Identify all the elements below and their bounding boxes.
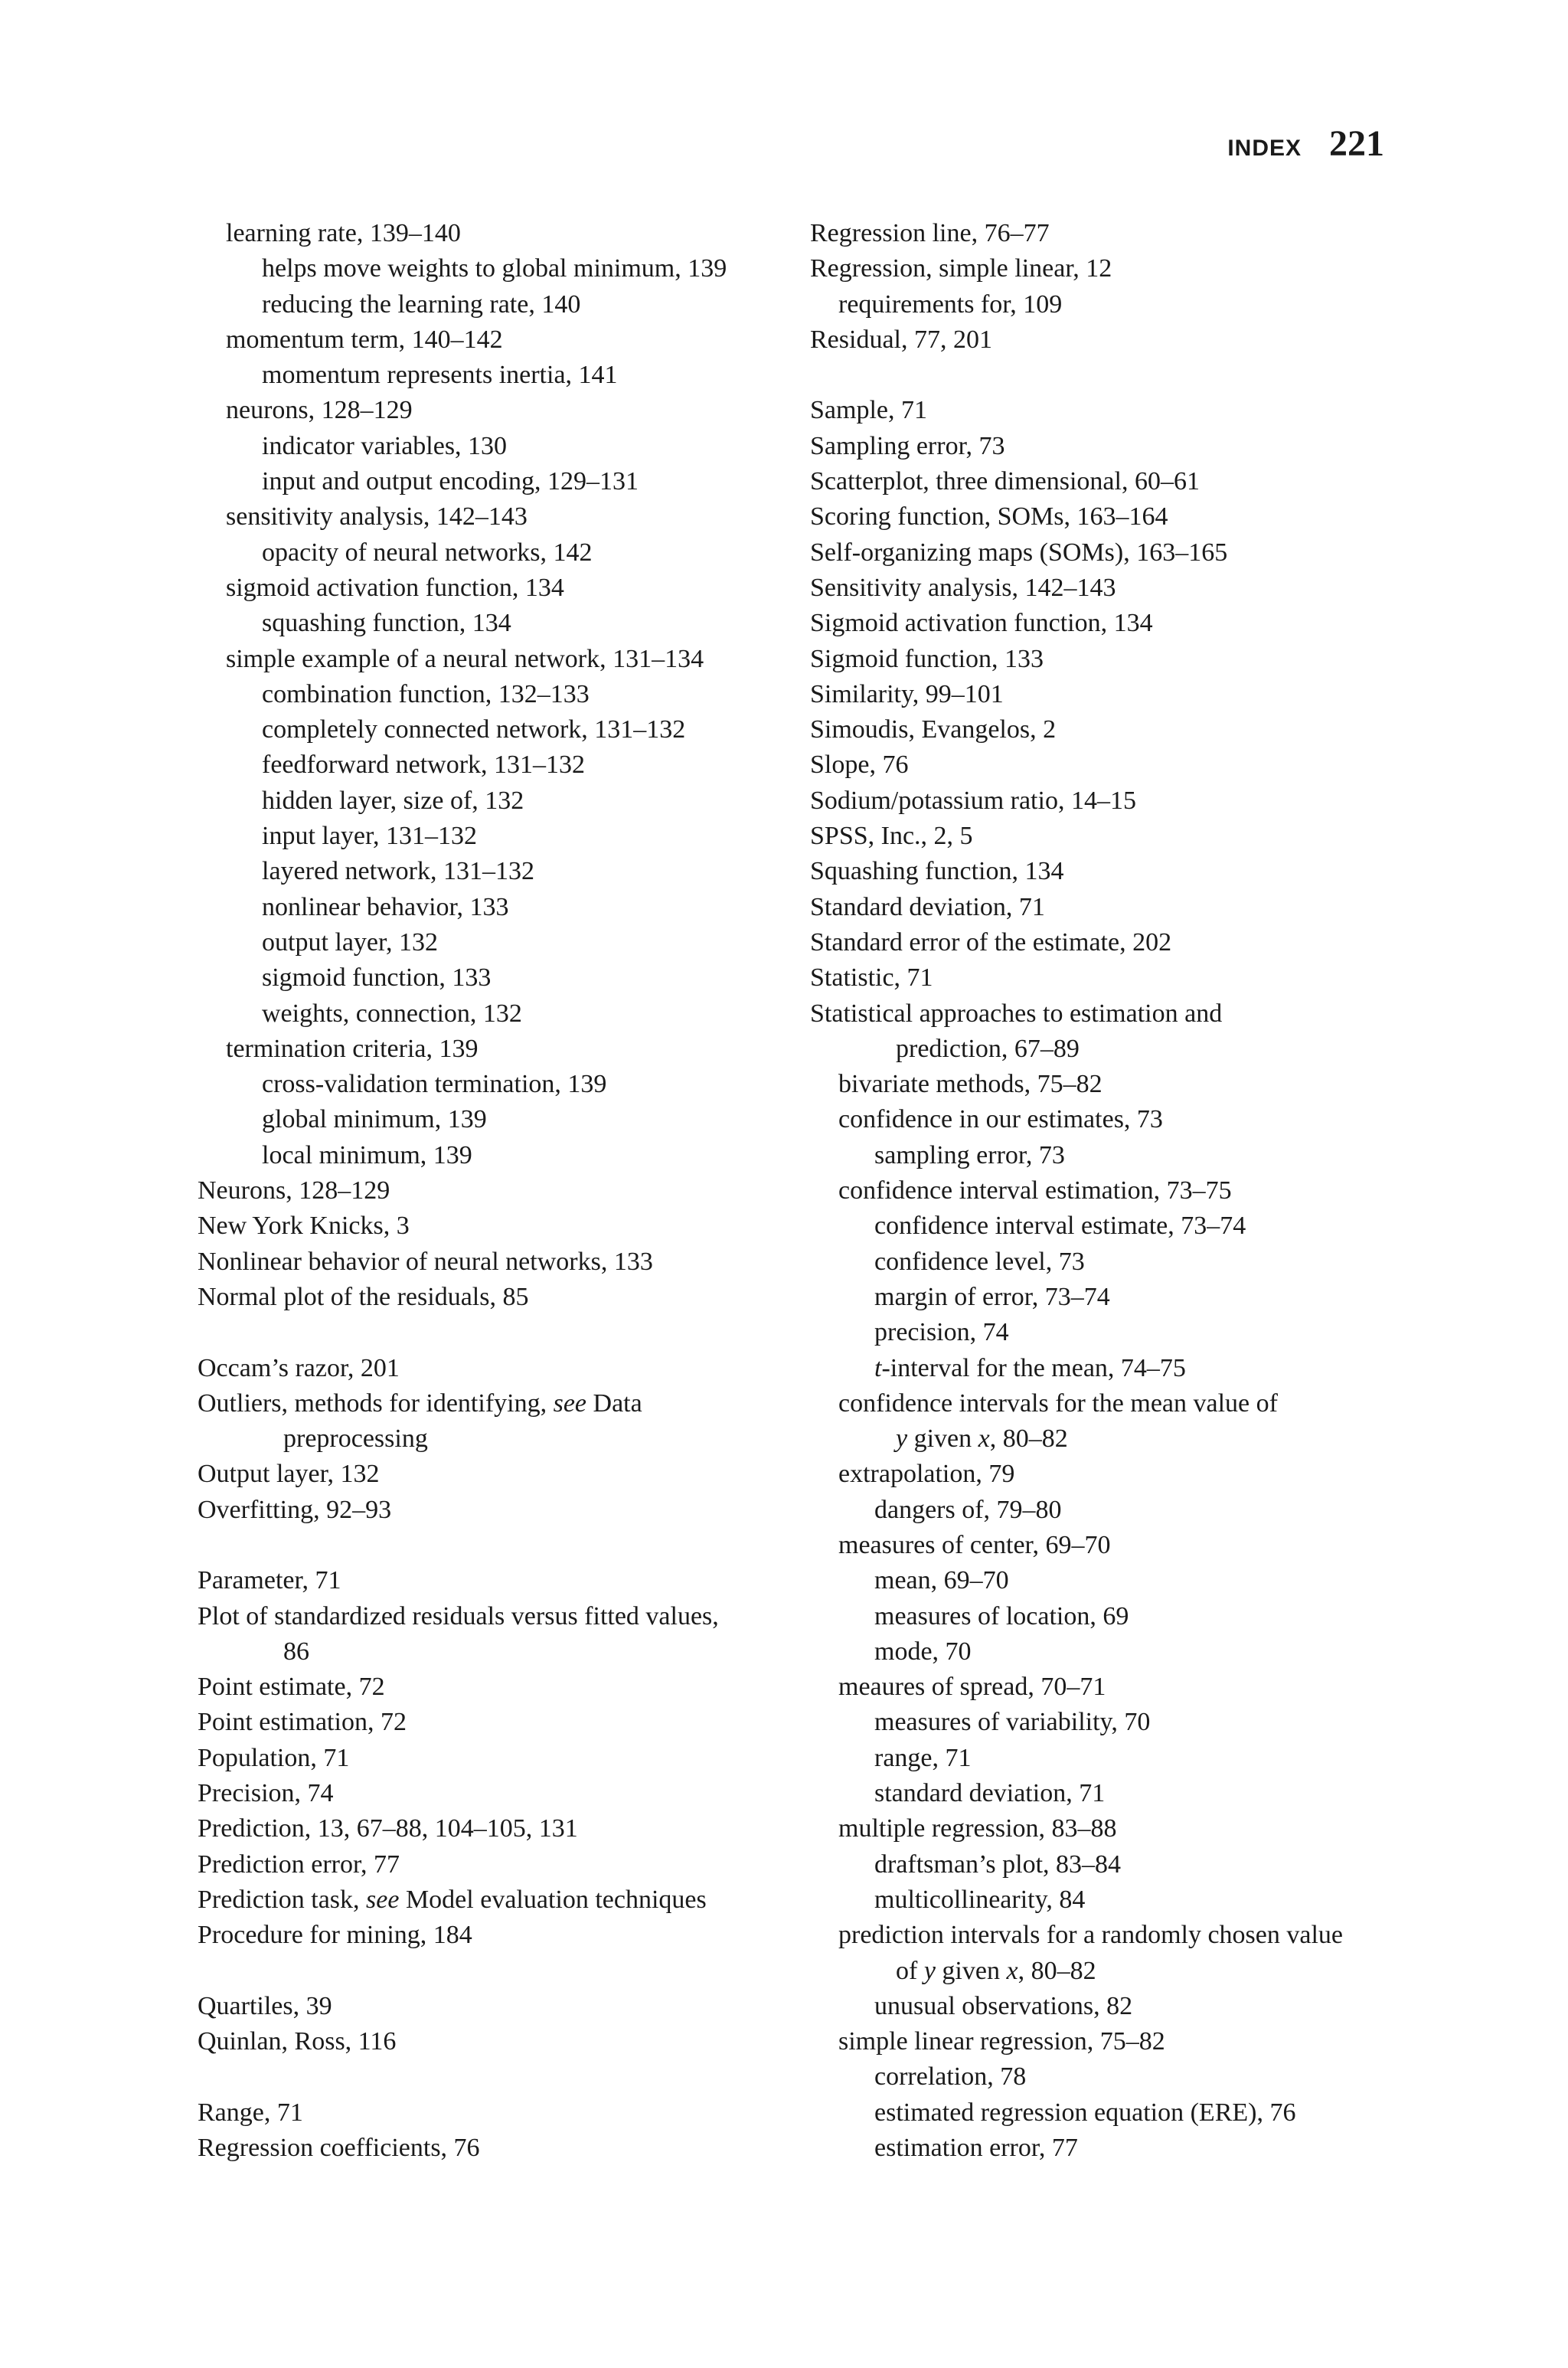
index-entry-level-2: completely connected network, 131–132	[262, 715, 686, 744]
index-entry-continuation: prediction, 67–89	[896, 1034, 1080, 1063]
index-entry-level-0: Similarity, 99–101	[810, 679, 1004, 708]
page-number: 221	[1329, 123, 1384, 164]
index-entry-level-0: Regression line, 76–77	[810, 219, 1050, 247]
index-entry-level-0: Standard error of the estimate, 202	[810, 927, 1172, 957]
index-entry-level-0: Output layer, 132	[198, 1460, 380, 1489]
index-entry-level-1: sigmoid activation function, 134	[226, 573, 564, 602]
index-entry-level-1: multiple regression, 83–88	[838, 1814, 1117, 1843]
index-entry-level-0: Nonlinear behavior of neural networks, 133	[198, 1247, 653, 1276]
index-entry-level-0: Normal plot of the residuals, 85	[198, 1282, 529, 1311]
index-entry-level-0: Precision, 74	[198, 1779, 334, 1808]
index-entry-level-2: unusual observations, 82	[874, 1991, 1133, 2020]
index-entry-level-2: estimated regression equation (ERE), 76	[874, 2098, 1296, 2127]
index-entry-level-2: opacity of neural networks, 142	[262, 538, 593, 567]
index-entry-level-2: precision, 74	[874, 1318, 1009, 1347]
index-entry-level-2: confidence interval estimate, 73–74	[874, 1212, 1246, 1241]
index-entry-level-2: weights, connection, 132	[262, 999, 522, 1028]
index-column-left	[198, 216, 779, 2166]
index-entry-level-2: feedforward network, 131–132	[262, 751, 586, 780]
index-entry-level-1: measures of center, 69–70	[838, 1530, 1111, 1559]
index-entry-level-2: input and output encoding, 129–131	[262, 467, 639, 496]
index-entry-level-2: input layer, 131–132	[262, 822, 477, 851]
index-entry-level-0: Prediction error, 77	[198, 1850, 400, 1879]
index-entry-level-2: mode, 70	[874, 1637, 972, 1666]
index-entry-level-2: measures of variability, 70	[874, 1708, 1151, 1737]
index-entry-level-2: cross-validation termination, 139	[262, 1070, 607, 1099]
index-entry-continuation: 86	[283, 1637, 309, 1666]
index-entry-level-2: output layer, 132	[262, 927, 438, 957]
index-entry-level-0: Population, 71	[198, 1743, 350, 1772]
index-entry-level-0: Plot of standardized residuals versus fitted values,	[198, 1601, 719, 1630]
index-entry-level-1: learning rate, 139–140	[226, 219, 461, 247]
index-entry-level-0: Residual, 77, 201	[810, 325, 992, 354]
index-entry-level-0: Quartiles, 39	[198, 1991, 332, 2020]
index-entry-level-0: Regression, simple linear, 12	[810, 254, 1112, 283]
index-entry-level-0: Scatterplot, three dimensional, 60–61	[810, 467, 1200, 496]
index-entry-level-0: Point estimation, 72	[198, 1708, 407, 1737]
entry-spacer	[198, 1954, 779, 1989]
index-entry-level-0: Regression coefficients, 76	[198, 2134, 480, 2163]
index-entry-level-2: momentum represents inertia, 141	[262, 361, 618, 390]
index-entry-level-1: prediction intervals for a randomly chosen value	[838, 1921, 1343, 1950]
index-entry-level-0: SPSS, Inc., 2, 5	[810, 822, 973, 851]
index-entry-level-1: momentum term, 140–142	[226, 325, 503, 354]
index-entry-level-0: Statistical approaches to estimation and	[810, 999, 1223, 1028]
index-entry-level-0: Sensitivity analysis, 142–143	[810, 573, 1116, 602]
index-entry-level-2: estimation error, 77	[874, 2134, 1078, 2163]
index-column-right	[810, 216, 1407, 2166]
index-entry-level-0: Simoudis, Evangelos, 2	[810, 715, 1057, 744]
page-header	[1227, 123, 1384, 165]
index-entry-level-2: indicator variables, 130	[262, 431, 508, 460]
index-entry-level-2: layered network, 131–132	[262, 857, 534, 886]
index-entry-level-0: Range, 71	[198, 2098, 303, 2127]
index-entry-level-0: New York Knicks, 3	[198, 1212, 410, 1241]
index-entry-level-2: sampling error, 73	[874, 1140, 1065, 1169]
index-entry-level-0: Statistic, 71	[810, 963, 933, 993]
index-entry-level-2: sigmoid function, 133	[262, 963, 492, 993]
index-entry-level-1: termination criteria, 139	[226, 1034, 479, 1063]
index-entry-level-0: Sigmoid activation function, 134	[810, 609, 1153, 638]
index-entry-level-1: confidence intervals for the mean value of	[838, 1388, 1278, 1418]
entry-spacer	[198, 1315, 779, 1350]
index-entry-level-2: multicollinearity, 84	[874, 1885, 1086, 1914]
index-entry-level-2: squashing function, 134	[262, 609, 511, 638]
index-entry-continuation: y given x, 80–82	[896, 1424, 1068, 1454]
index-entry-level-0: Quinlan, Ross, 116	[198, 2027, 397, 2056]
index-entry-level-0: Prediction, 13, 67–88, 104–105, 131	[198, 1814, 578, 1843]
index-entry-level-0: Occam’s razor, 201	[198, 1353, 400, 1382]
index-entry-level-0: Outliers, methods for identifying, see Data	[198, 1388, 642, 1418]
index-entry-level-1: neurons, 128–129	[226, 396, 413, 425]
index-entry-level-0: Point estimate, 72	[198, 1673, 385, 1702]
index-entry-level-0: Scoring function, SOMs, 163–164	[810, 502, 1168, 531]
entry-spacer	[198, 2059, 779, 2095]
index-entry-level-2: hidden layer, size of, 132	[262, 786, 524, 815]
index-entry-level-0: Procedure for mining, 184	[198, 1921, 472, 1950]
index-entry-level-2: combination function, 132–133	[262, 679, 590, 708]
index-entry-level-2: range, 71	[874, 1743, 972, 1772]
index-entry-level-2: local minimum, 139	[262, 1140, 472, 1169]
index-entry-level-2: margin of error, 73–74	[874, 1282, 1110, 1311]
index-entry-level-1: simple example of a neural network, 131–134	[226, 644, 704, 673]
index-entry-continuation: preprocessing	[283, 1424, 428, 1454]
index-entry-level-2: measures of location, 69	[874, 1601, 1129, 1630]
index-entry-level-2: correlation, 78	[874, 2062, 1027, 2092]
index-entry-level-2: t-interval for the mean, 74–75	[874, 1353, 1186, 1382]
index-entry-level-0: Overfitting, 92–93	[198, 1495, 392, 1524]
index-entry-level-2: dangers of, 79–80	[874, 1495, 1062, 1524]
index-entry-level-1: meaures of spread, 70–71	[838, 1673, 1106, 1702]
index-entry-level-2: mean, 69–70	[874, 1566, 1009, 1595]
index-entry-level-0: Sample, 71	[810, 396, 927, 425]
index-entry-level-1: requirements for, 109	[838, 289, 1063, 319]
index-entry-level-2: draftsman’s plot, 83–84	[874, 1850, 1122, 1879]
index-entry-level-2: reducing the learning rate, 140	[262, 289, 581, 319]
index-entry-level-0: Parameter, 71	[198, 1566, 341, 1595]
index-entry-level-0: Sampling error, 73	[810, 431, 1005, 460]
entry-spacer	[198, 1528, 779, 1563]
index-entry-level-1: sensitivity analysis, 142–143	[226, 502, 528, 531]
index-entry-level-0: Slope, 76	[810, 751, 909, 780]
index-entry-level-2: helps move weights to global minimum, 139	[262, 254, 727, 283]
index-entry-level-0: Prediction task, see Model evaluation techniques	[198, 1885, 707, 1914]
index-entry-level-1: extrapolation, 79	[838, 1460, 1015, 1489]
index-entry-level-2: standard deviation, 71	[874, 1779, 1106, 1808]
index-entry-level-0: Standard deviation, 71	[810, 892, 1045, 921]
index-entry-level-0: Squashing function, 134	[810, 857, 1064, 886]
index-entry-level-1: confidence interval estimation, 73–75	[838, 1176, 1232, 1205]
index-entry-level-2: global minimum, 139	[262, 1105, 487, 1134]
index-entry-level-1: simple linear regression, 75–82	[838, 2027, 1165, 2056]
index-entry-level-1: confidence in our estimates, 73	[838, 1105, 1163, 1134]
entry-spacer	[810, 358, 1407, 393]
index-entry-level-1: bivariate methods, 75–82	[838, 1070, 1102, 1099]
index-entry-level-0: Sodium/potassium ratio, 14–15	[810, 786, 1136, 815]
index-entry-continuation: of y given x, 80–82	[896, 1956, 1096, 1985]
index-entry-level-0: Neurons, 128–129	[198, 1176, 390, 1205]
running-head: INDEX	[1227, 136, 1302, 161]
index-entry-level-2: confidence level, 73	[874, 1247, 1085, 1276]
index-entry-level-0: Self-organizing maps (SOMs), 163–165	[810, 538, 1228, 567]
index-entry-level-0: Sigmoid function, 133	[810, 644, 1044, 673]
index-entry-level-2: nonlinear behavior, 133	[262, 892, 509, 921]
